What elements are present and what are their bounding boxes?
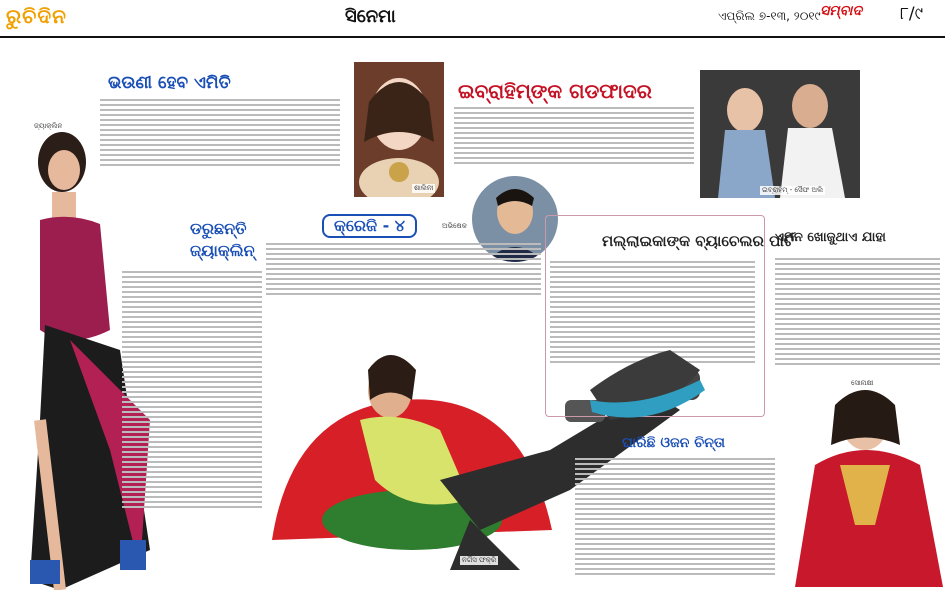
page-header	[0, 0, 945, 38]
headline-ojana: ଘାରିଛି ଓଜନ ଚିନ୍ତା	[622, 435, 725, 451]
page-number: ୮/୯	[900, 4, 924, 24]
text-ibrahim	[454, 104, 694, 194]
caption-exercise: ନର୍ଗିସ ଫକ୍ରି	[462, 556, 497, 564]
section-title: ସିନେମା	[345, 6, 396, 27]
text-emane	[775, 255, 940, 375]
brand-title: ରୁଚିଦିନ	[6, 4, 67, 28]
caption-two-men: ଇବ୍ରାହିମ୍ - ସୈଫ ଅଲି	[762, 186, 824, 194]
issue-date: ଏପ୍ରିଲ ୭-୧୩, ୨୦୧୯	[718, 9, 821, 23]
caption-left-model: ଜ୍ୟାକ୍ଲିନ	[34, 122, 63, 130]
caption-man-portrait: ଅଭିଷେକ	[442, 222, 467, 230]
photo-two-men	[700, 70, 860, 198]
headline-bharashi: ଭଉଣୀ ହେବ ଏମିତି	[108, 73, 231, 93]
shoe-illustration	[570, 340, 720, 430]
photo-center-woman	[354, 62, 444, 197]
headline-emane: ଏମନ ଖୋଜୁଥାଏ ଯାହା	[775, 230, 886, 245]
text-ojana	[575, 455, 775, 585]
photo-bride	[795, 375, 943, 587]
newspaper-logo: ସମ୍ବାଦ	[820, 3, 862, 19]
headline-crazy4: କ୍ରେଜି - ୪	[322, 214, 417, 238]
headline-ibrahim: ଇବ୍ରାହିମ୍ଙ୍କ ଗଡଫାଦର	[458, 79, 652, 103]
text-jacqueline	[122, 268, 262, 508]
headline-jacqueline: ଡରୁଛନ୍ତି ଜ୍ୟାକ୍ଲିନ୍	[190, 219, 255, 260]
text-crazy4	[266, 240, 541, 320]
text-bharashi	[100, 96, 340, 196]
headline-mallaika: ମଲ୍ଲାଇକାଙ୍କ ବ୍ୟାଚେଲର ପାର୍ଟି	[602, 232, 795, 250]
caption-bride: ସୋନାକ୍ଷୀ	[851, 379, 874, 387]
caption-center-woman: ଶାଲିନୀ	[414, 184, 434, 192]
